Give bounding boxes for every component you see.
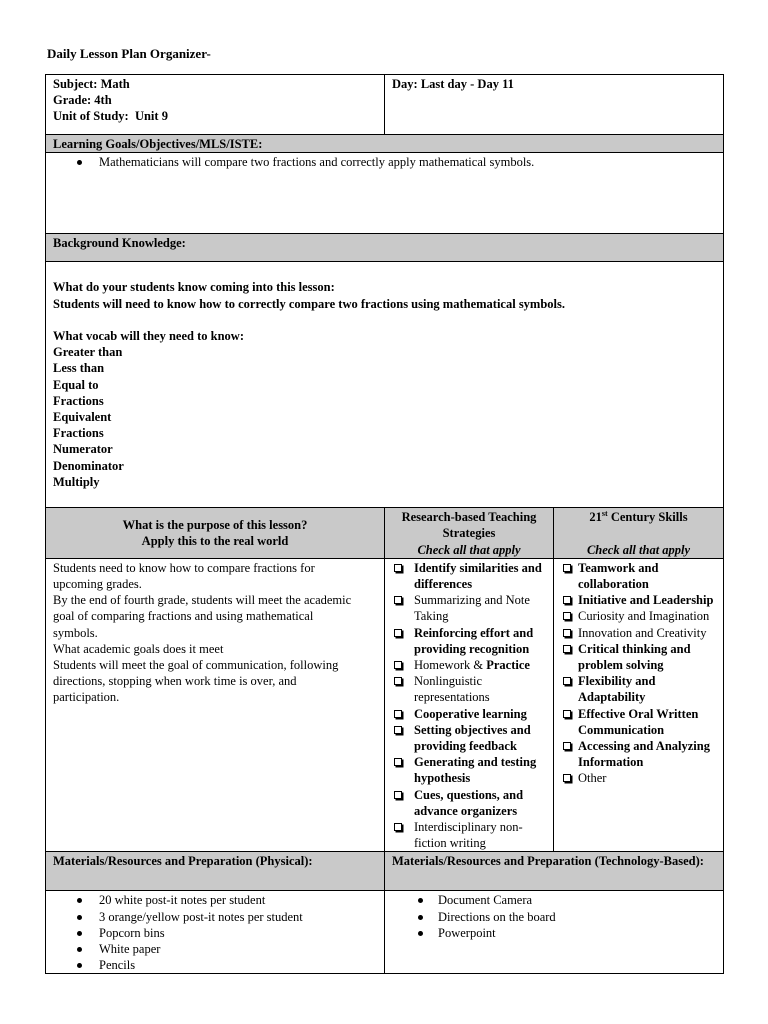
purpose-paragraph: What academic goals does it meet (53, 641, 224, 656)
physical-material-item (77, 941, 377, 957)
skills-heading-text: Century Skills (607, 510, 688, 525)
skill-item-label (578, 608, 709, 624)
checkbox-icon (392, 592, 414, 624)
skill-item (561, 706, 716, 738)
purpose-paragraph: Students need to know how to compare fractions for upcoming grades. (53, 560, 315, 592)
learning-goals-heading-row (46, 135, 724, 153)
checkbox-icon (561, 641, 578, 673)
vocab-item: Denominator (53, 458, 124, 473)
label-segment: Flexibility and Adaptability (578, 674, 656, 705)
label-segment: Initiative and Leadership (578, 593, 714, 608)
skills-heading-ordinal: st (601, 509, 608, 519)
skills-heading (561, 509, 716, 525)
background-heading: Background Knowledge: (53, 236, 186, 251)
skill-item (561, 738, 716, 770)
learning-goal-item-text: Mathematicians will compare two fractions and correctly apply mathematical symbols. (99, 155, 535, 170)
section-content-row (46, 558, 724, 852)
materials-technology-heading: Materials/Resources and Preparation (Technology-Based): (392, 854, 704, 869)
learning-goal-item (77, 154, 716, 170)
bullet-icon (77, 941, 99, 957)
technology-material-item (418, 925, 716, 941)
skill-item (561, 592, 716, 608)
physical-material-item-text: Popcorn bins (99, 925, 165, 940)
skill-item-label (578, 592, 713, 608)
bullet-icon (77, 925, 99, 941)
vocab-question: What vocab will they need to know: (53, 328, 244, 343)
learning-goals-list (53, 154, 716, 170)
bullet-icon (77, 957, 99, 973)
bullet-icon (77, 154, 99, 170)
strategy-item (392, 787, 546, 819)
physical-material-item (77, 957, 377, 973)
vocab-item: Numerator (53, 442, 113, 457)
checkbox-icon (561, 592, 578, 608)
skill-item-label (578, 706, 716, 738)
strategy-item (392, 706, 546, 722)
skills-checklist (561, 560, 716, 787)
label-segment: Generating and testing hypothesis (414, 755, 537, 786)
subject-label: Subject: Math (53, 77, 130, 91)
background-heading-row (46, 234, 724, 262)
strategies-checklist (392, 560, 546, 852)
label-segment: Homework & (414, 658, 487, 673)
skill-item-label (578, 641, 716, 673)
skills-cell (554, 558, 724, 852)
materials-technology-cell (385, 891, 724, 974)
label-segment: Accessing and Analyzing Information (578, 739, 710, 770)
skills-heading-number: 21 (589, 510, 602, 525)
label-segment: Critical thinking and problem solving (578, 641, 691, 673)
label-segment: Identify similarities and differences (414, 560, 542, 592)
background-cell (46, 262, 724, 508)
label-segment: Curiosity and Imagination (578, 609, 710, 624)
skill-item-label (578, 560, 716, 592)
skill-item (561, 673, 716, 705)
vocab-item: Fractions (53, 393, 104, 408)
skill-item-label (578, 738, 716, 770)
learning-goals-heading: Learning Goals/Objectives/MLS/ISTE: (53, 137, 263, 151)
skill-item (561, 625, 716, 641)
learning-goals-cell (46, 153, 724, 234)
background-row (46, 262, 724, 508)
checkbox-icon (561, 560, 578, 592)
strategies-heading: Research-based Teaching Strategies (401, 510, 537, 541)
skills-subheading: Check all that apply (586, 542, 691, 557)
skill-item-label (578, 770, 606, 786)
checkbox-icon (392, 722, 414, 754)
materials-physical-heading: Materials/Resources and Preparation (Physical): (53, 854, 313, 869)
skill-item-label (578, 673, 716, 705)
strategy-item-label (414, 592, 546, 624)
purpose-heading: What is the purpose of this lesson? (122, 517, 308, 532)
strategies-heading-cell (385, 508, 554, 559)
strategy-item (392, 657, 546, 673)
checkbox-icon (561, 770, 578, 786)
purpose-paragraph: By the end of fourth grade, students will meet the academic goal of comparing fractions and using mathematical symbols. (53, 593, 352, 640)
purpose-text (53, 560, 358, 706)
bullet-icon (418, 892, 438, 908)
checkbox-icon (561, 625, 578, 641)
label-segment: Summarizing and Note Taking (414, 593, 530, 624)
materials-physical-heading-cell (46, 852, 385, 891)
label-segment: Practice (486, 658, 530, 673)
skill-item (561, 608, 716, 624)
skill-item (561, 560, 716, 592)
vocab-item: Fractions (53, 426, 104, 441)
strategy-item-label (414, 625, 546, 657)
strategy-item-label (414, 754, 546, 786)
technology-material-item-text: Directions on the board (438, 909, 556, 924)
checkbox-icon (392, 706, 414, 722)
skill-item (561, 770, 716, 786)
day-label: Day: Last day - Day 11 (392, 77, 514, 91)
physical-material-item-text: Pencils (99, 958, 136, 973)
checkbox-icon (561, 608, 578, 624)
bullet-icon (77, 892, 99, 908)
strategies-cell (385, 558, 554, 852)
header-row (46, 75, 724, 135)
strategy-item (392, 673, 546, 705)
materials-heading-row (46, 852, 724, 891)
vocab-list (53, 344, 716, 490)
materials-technology-heading-cell (385, 852, 724, 891)
checkbox-icon (561, 738, 578, 770)
grade-label: Grade: 4th (53, 93, 112, 108)
checkbox-icon (392, 673, 414, 705)
checkbox-icon (392, 657, 414, 673)
label-segment: Cues, questions, and advance organizers (414, 787, 524, 818)
physical-material-item (77, 925, 377, 941)
skills-heading-cell (554, 508, 724, 559)
strategy-item-label (414, 706, 527, 722)
purpose-subheading: Apply this to the real world (141, 534, 289, 548)
prior-knowledge-question: What do your students know coming into this lesson: (53, 280, 335, 295)
purpose-cell (46, 558, 385, 852)
label-segment: Effective Oral Written Communication (578, 706, 699, 737)
checkbox-icon (392, 560, 414, 592)
strategy-item (392, 592, 546, 624)
learning-goals-heading-cell (46, 135, 724, 153)
technology-material-item-text: Document Camera (438, 893, 533, 908)
strategy-item-label (414, 657, 530, 673)
materials-physical-cell (46, 891, 385, 974)
checkbox-icon (392, 625, 414, 657)
strategy-item-label (414, 787, 546, 819)
checkbox-icon (561, 706, 578, 738)
unit-label: Unit of Study: Unit 9 (53, 109, 168, 124)
strategy-item (392, 625, 546, 657)
lesson-plan-table (45, 74, 724, 974)
technology-material-item (418, 892, 716, 908)
section-heading-row (46, 508, 724, 559)
purpose-heading-cell (46, 508, 385, 559)
strategy-item (392, 560, 546, 592)
materials-technology-list (392, 892, 716, 941)
strategy-item (392, 754, 546, 786)
strategy-item-label (414, 819, 546, 851)
checkbox-icon (392, 754, 414, 786)
document-title: Daily Lesson Plan Organizer- (47, 46, 211, 61)
technology-material-item (418, 909, 716, 925)
bullet-icon (77, 909, 99, 925)
strategies-subheading: Check all that apply (417, 542, 521, 557)
strategy-item-label (414, 560, 546, 592)
checkbox-icon (561, 673, 578, 705)
materials-row (46, 891, 724, 974)
checkbox-icon (392, 819, 414, 851)
learning-goals-row (46, 153, 724, 234)
purpose-paragraph: Students will meet the goal of communication, following directions, stopping when work time is over, and participation. (53, 658, 339, 705)
physical-material-item (77, 892, 377, 908)
physical-material-item-text: 3 orange/yellow post-it notes per student (99, 909, 303, 924)
label-segment: Reinforcing effort and providing recognition (414, 625, 534, 656)
background-heading-cell (46, 234, 724, 262)
materials-physical-list (53, 892, 377, 973)
technology-material-item-text: Powerpoint (438, 925, 496, 940)
subject-cell (46, 75, 385, 135)
vocab-item: Greater than (53, 345, 123, 360)
vocab-item: Equivalent (53, 410, 112, 424)
strategy-item (392, 819, 546, 851)
label-segment: Nonlinguistic representations (414, 674, 490, 705)
bullet-icon (418, 909, 438, 925)
physical-material-item-text: White paper (99, 942, 161, 957)
label-segment: Innovation and Creativity (578, 625, 707, 640)
vocab-item: Equal to (53, 377, 99, 392)
prior-knowledge-answer: Students will need to know how to correctly compare two fractions using mathematical symbols. (53, 296, 566, 311)
label-segment: Interdisciplinary non-fiction writing (414, 820, 523, 851)
skill-item-label (578, 625, 706, 641)
label-segment: Setting objectives and providing feedback (414, 722, 531, 754)
label-segment: Teamwork and collaboration (578, 560, 659, 592)
day-cell (385, 75, 724, 135)
vocab-item: Multiply (53, 474, 100, 489)
label-segment: Cooperative learning (414, 706, 527, 721)
physical-material-item (77, 909, 377, 925)
physical-material-item-text: 20 white post-it notes per student (99, 893, 266, 908)
strategy-item-label (414, 673, 546, 705)
checkbox-icon (392, 787, 414, 819)
label-segment: Other (578, 771, 607, 786)
skill-item (561, 641, 716, 673)
strategy-item-label (414, 722, 546, 754)
bullet-icon (418, 925, 438, 941)
vocab-item: Less than (53, 361, 105, 376)
strategy-item (392, 722, 546, 754)
